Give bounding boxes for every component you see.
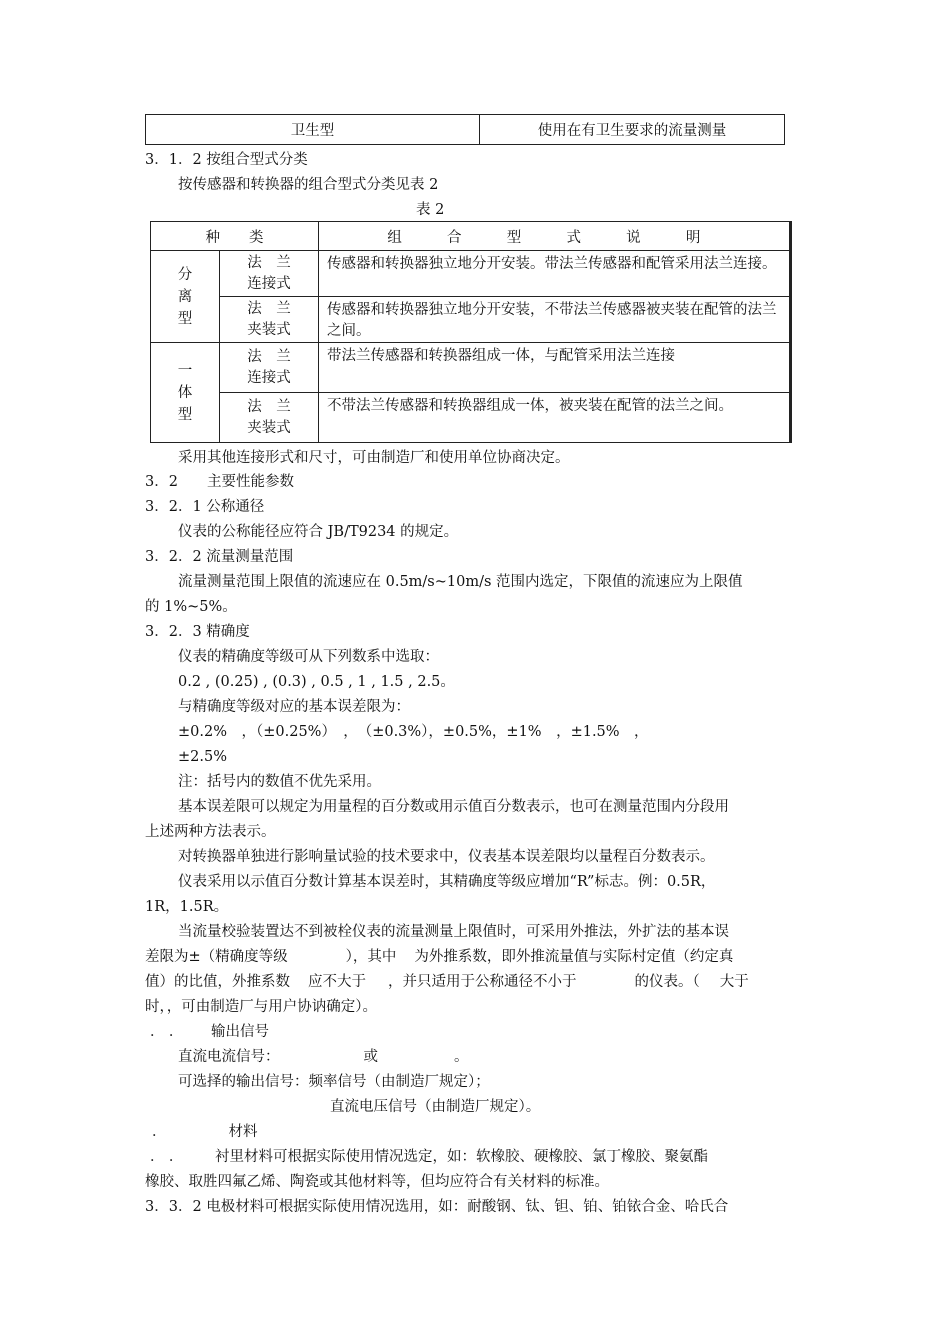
paragraph-continuation: 时，，可由制造厂与用户协讷确定）。 (145, 999, 377, 1015)
paragraph: 基本误差限可以规定为用量程的百分数或用示值百分数表示，也可在测量范围内分段用 (178, 799, 729, 815)
accuracy-series: 0.2 , (0.25) , (0.3) , 0.5 , 1 , 1.5 , 2.5。 (178, 674, 455, 690)
paragraph: 仪表采用以示值百分数计算基本误差时，其精确度等级应增加“R”标志。例：0.5R， (178, 874, 716, 890)
section-heading: 3．2．3 精确度 (145, 624, 250, 640)
section-heading: 3．2．2 流量测量范围 (145, 549, 294, 565)
section-heading: 3．3．2 电极材料可根据实际使用情况选用，如：耐酸钢、钛、钽、铂、铂铱合金、哈氏合 (145, 1199, 729, 1215)
section-heading: ．． 输出信号 (150, 1024, 269, 1040)
section-heading: 3．2 主要性能参数 (145, 474, 294, 490)
paragraph: 与精确度等级对应的基本误差限为： (178, 699, 410, 715)
table-caption: 表 2 (416, 202, 445, 218)
section-heading: 3．1．2 按组合型式分类 (145, 152, 308, 168)
paragraph: 流量测量范围上限值的流速应在 0.5m/s~10m/s 范围内选定，下限值的流速应为上限值 (178, 574, 743, 590)
description-cell: 传感器和转换器独立地分开安装，不带法兰传感器被夹装在配管的法兰之间。 (319, 297, 791, 343)
description-cell: 不带法兰传感器和转换器组成一体，被夹装在配管的法兰之间。 (319, 393, 791, 443)
group-label-separate: 分 离 型 (151, 251, 220, 343)
note: 注：括号内的数值不优先采用。 (178, 774, 381, 790)
subtype-label: 法 兰 连接式 (220, 343, 319, 393)
section-heading: ． 材料 (152, 1124, 258, 1140)
subtype-label: 法 兰 夹装式 (220, 393, 319, 443)
table-header-kind: 种 类 (151, 222, 319, 251)
error-limits: ±2.5% (178, 749, 227, 765)
paragraph-continuation: 1R，1.5R。 (145, 899, 229, 915)
top-table (145, 114, 785, 145)
paragraph-continuation: 橡胶、取胜四氟乙烯、陶瓷或其他材料等，但均应符合有关材料的标准。 (145, 1174, 609, 1190)
description-cell: 传感器和转换器独立地分开安装。带法兰传感器和配管采用法兰连接。 (319, 251, 791, 297)
paragraph-continuation: 差限为±（精确度等级 ），其中 为外推系数，即外推流量值与实际村定值（约定真 (145, 949, 734, 965)
paragraph-continuation: 上述两种方法表示。 (145, 824, 276, 840)
description-cell: 带法兰传感器和转换器组成一体，与配管采用法兰连接 (319, 343, 791, 393)
paragraph-continuation: 的 1%~5%。 (145, 599, 237, 615)
paragraph: 仪表的精确度等级可从下列数系中选取： (178, 649, 439, 665)
section-heading: ．． 衬里材料可根据实际使用情况选定，如：软橡胶、硬橡胶、氯丁橡胶、聚氨酯 (150, 1149, 708, 1165)
paragraph: 直流电压信号（由制造厂规定）。 (330, 1099, 541, 1115)
paragraph: 可选择的输出信号：频率信号（由制造厂规定）； (178, 1074, 490, 1090)
top-table-cell-type: 卫生型 (146, 115, 480, 145)
paragraph: 对转换器单独进行影响量试验的技术要求中，仪表基本误差限均以量程百分数表示。 (178, 849, 715, 865)
table-header-description: 组 合 型 式 说 明 (319, 222, 791, 251)
combination-table (150, 221, 792, 443)
subtype-label: 法 兰 夹装式 (220, 297, 319, 343)
top-table-cell-use: 使用在有卫生要求的流量测量 (480, 115, 785, 145)
paragraph: 当流量校验装置达不到被栓仪表的流量测量上限值时，可采用外推法，外扩法的基本误 (178, 924, 729, 940)
paragraph: 按传感器和转换器的组合型式分类见表 2 (178, 177, 439, 193)
subtype-label: 法 兰 连接式 (220, 251, 319, 297)
paragraph: 直流电流信号： 或 。 (178, 1049, 469, 1065)
error-limits: ±0.2% ，（±0.25%） ， （±0.3%），±0.5%，±1% ，±1.5% ， (178, 724, 649, 740)
group-label-integrated: 一 体 型 (151, 343, 220, 443)
paragraph-continuation: 值）的比值，外推系数 应不大于 ，并只适用于公称通径不小于 的仪表。（ 大于 (145, 974, 749, 990)
section-heading: 3．2．1 公称通径 (145, 499, 265, 515)
paragraph: 仪表的公称能径应符合 JB/T9234 的规定。 (178, 524, 459, 540)
paragraph: 采用其他连接形式和尺寸，可由制造厂和使用单位协商决定。 (178, 450, 570, 466)
